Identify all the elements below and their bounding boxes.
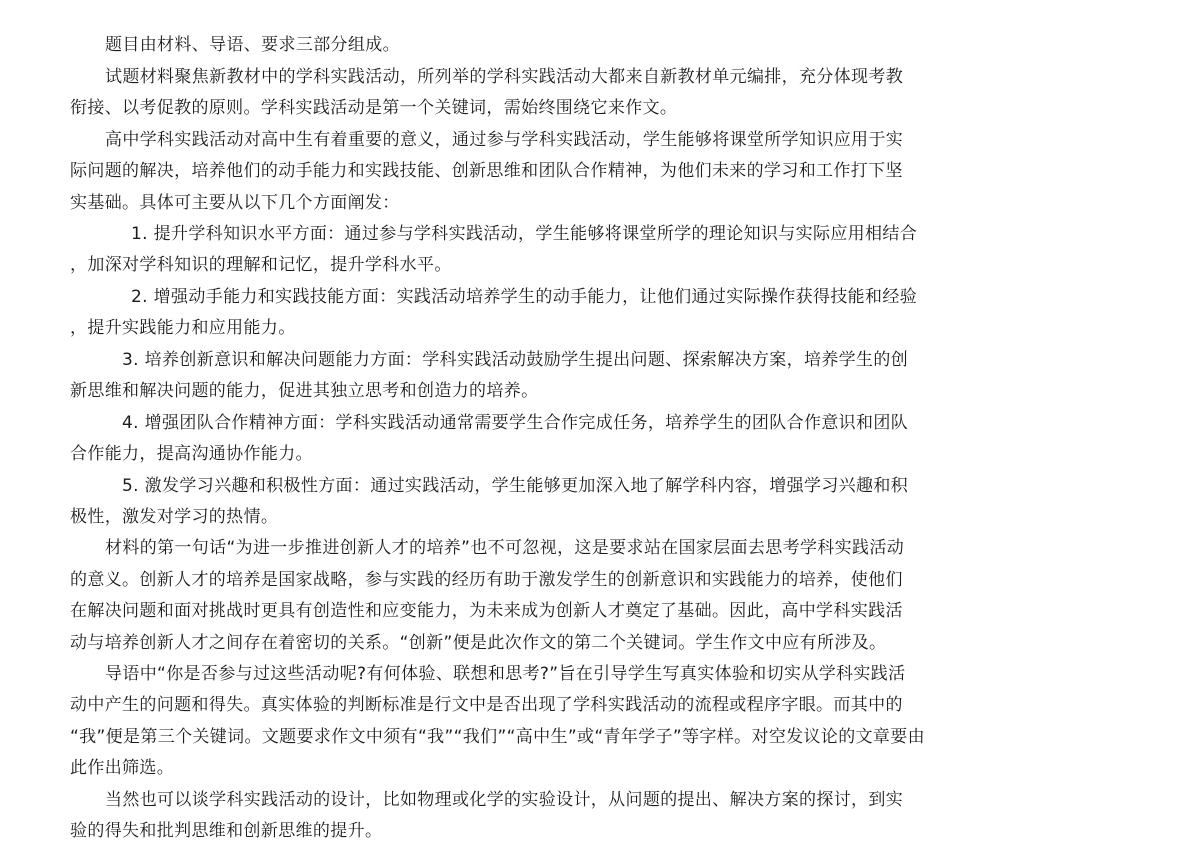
text-line: 5. 激发学习兴趣和积极性方面：通过实践活动，学生能够更加深入地了解学科内容，增强学习兴趣和积 [122,476,909,496]
text-line: 在解决问题和面对挑战时更具有创造性和应变能力，为未来成为创新人才奠定了基础。因此，高中学科实践活 [70,601,903,621]
text-line: 动与培养创新人才之间存在着密切的关系。“创新”便是此次作文的第二个关键词。学生作文中应有所涉及。 [70,633,887,653]
text-line: 的意义。创新人才的培养是国家战略，参与实践的经历有助于激发学生的创新意识和实践能力的培养，使他们 [70,570,903,590]
text-line: 当然也可以谈学科实践活动的设计，比如物理或化学的实验设计，从问题的提出、解决方案的探讨，到实 [105,790,904,810]
text-line: 导语中“你是否参与过这些活动呢?有何体验、联想和思考?”旨在引导学生写真实体验和切实从学科实践活 [105,664,906,684]
text-line: 新思维和解决问题的能力，促进其独立思考和创造力的培养。 [70,381,539,401]
text-line: “我”便是第三个关键词。文题要求作文中须有“我”“我们”“高中生”或“青年学子”等字样。对空发议论的文章要由 [70,727,925,747]
text-line: 动中产生的问题和得失。真实体验的判断标准是行文中是否出现了学科实践活动的流程或程序字眼。而其中的 [70,695,903,715]
text-line: 材料的第一句话“为进一步推进创新人才的培养”也不可忽视，这是要求站在国家层面去思考学科实践活动 [105,538,905,558]
text-line: 际问题的解决，培养他们的动手能力和实践技能、创新思维和团队合作精神，为他们未来的学习和工作打下坚 [70,161,903,181]
text-line: 高中学科实践活动对高中生有着重要的意义，通过参与学科实践活动，学生能够将课堂所学知识应用于实 [105,130,904,150]
text-line: 3. 培养创新意识和解决问题能力方面：学科实践活动鼓励学生提出问题、探索解决方案，培养学生的创 [122,350,909,370]
text-line: 2. 增强动手能力和实践技能方面：实践活动培养学生的动手能力，让他们通过实际操作获得技能和经验 [131,287,918,307]
text-line: 极性，激发对学习的热情。 [70,507,279,527]
text-line: 此作出筛选。 [70,758,175,778]
text-line: 题目由材料、导语、要求三部分组成。 [105,35,400,55]
text-line: ，提升实践能力和应用能力。 [70,318,296,338]
text-line: 合作能力，提高沟通协作能力。 [70,444,313,464]
text-line: 试题材料聚焦新教材中的学科实践活动，所列举的学科实践活动大都来自新教材单元编排，充分体现考教 [105,67,904,87]
text-line: 衔接、以考促教的原则。学科实践活动是第一个关键词，需始终围绕它来作文。 [70,98,678,118]
text-line: 验的得失和批判思维和创新思维的提升。 [70,821,383,841]
text-line: ，加深对学科知识的理解和记忆，提升学科水平。 [70,255,452,275]
text-line: 4. 增强团队合作精神方面：学科实践活动通常需要学生合作完成任务，培养学生的团队合作意识和团队 [122,413,909,433]
text-line: 1. 提升学科知识水平方面：通过参与学科实践活动，学生能够将课堂所学的理论知识与实际应用相结合 [131,224,918,244]
text-line: 实基础。具体可主要从以下几个方面阐发： [70,193,400,213]
